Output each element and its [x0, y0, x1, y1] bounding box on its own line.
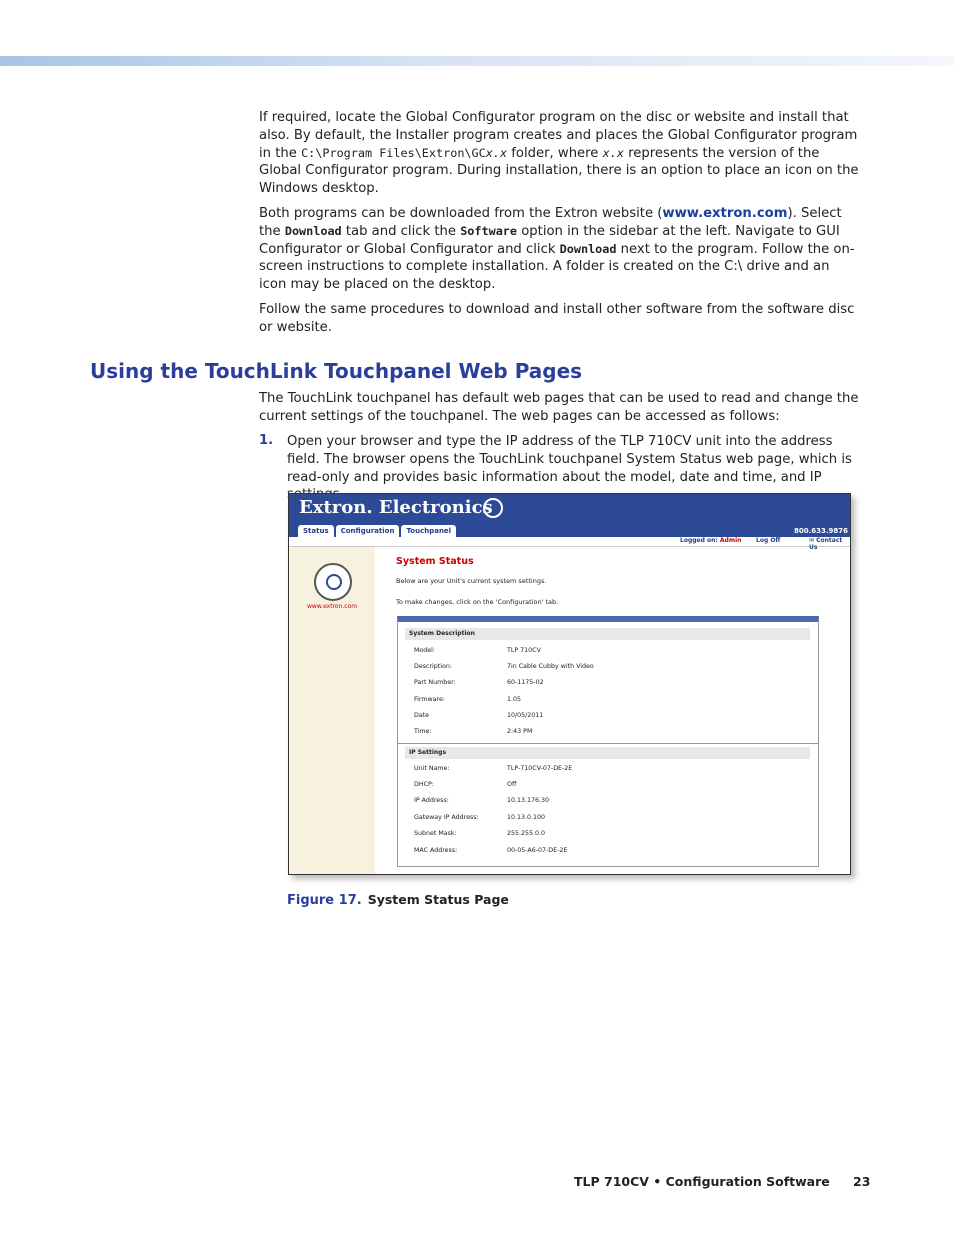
system-status-title: System Status [396, 556, 474, 567]
figure-caption: Figure 17. System Status Page [287, 892, 509, 908]
screenshot-header [289, 494, 850, 537]
paragraph-1: If required, locate the Global Configurator program on the disc or website and install that also. By default, the Installer program creates and places the Global Configurator program in the C:\Program Files\Extron\GCx.x folder, where x.x represents the version of the Global Configurator program. During installation, there is an option to place an icon on the Windows desktop. [259, 110, 859, 197]
logged-on-status: Logged on: Admin [680, 537, 742, 544]
system-description-heading: System Description [405, 628, 810, 640]
contact-us-link[interactable]: ✉ Contact Us [809, 537, 843, 551]
website-label[interactable]: www.extron.com [307, 603, 358, 610]
envelope-icon: ✉ [809, 537, 817, 544]
section-intro: The TouchLink touchpanel has default web pages that can be used to read and change the current settings of the touchpanel. The web pages can be accessed as follows: [259, 391, 859, 424]
step-number: 1. [259, 433, 274, 448]
instructions-line-1: Below are your Unit's current system settings. [396, 577, 547, 585]
paragraph-2: Both programs can be downloaded from the Extron website (www.extron.com). Select the Download tab and click the Software option in the sidebar at the left. Navigate to GUI Configurator or Global Configurator and click Download next to the program. Follow the on-screen instructions to complete installation. A folder is created on the C:\ drive and an icon may be placed on the desktop. [259, 205, 855, 293]
extron-logo: Extron. Electronics [299, 497, 493, 518]
intro-text [259, 109, 859, 337]
paragraph-3: Follow the same procedures to download and install other software from the software disc or website. [259, 301, 855, 335]
step-text: Open your browser and type the IP address of the TLP 710CV unit into the address field. The browser opens the TouchLink touchpanel System Status web page, which is read-only and provides basic information about the model, date and time, and IP [287, 434, 852, 485]
top-color-bar [0, 56, 954, 66]
system-status-screenshot [288, 493, 851, 875]
extron-globe-icon [483, 498, 503, 518]
extron-seal-icon [314, 563, 352, 601]
table-divider [398, 743, 818, 744]
phone-number: 800.633.9876 [793, 527, 848, 535]
screenshot-tabs [298, 525, 456, 537]
log-off-link[interactable]: Log Off [756, 537, 781, 544]
extron-website-link[interactable]: www.extron.com [662, 205, 788, 221]
footer-title: TLP 710CV • Configuration Software [574, 1174, 830, 1189]
instructions-line-2: To make changes, click on the 'Configuration' tab. [396, 598, 559, 606]
tab-touchpanel[interactable]: Touchpanel [401, 525, 456, 537]
ip-settings-heading: IP Settings [405, 747, 810, 759]
status-table: System Description Model: TLP 710CV Description: 7in Cable Cubby with Video Part Number: 60-1175-02 Firmware: 1.05 Date 10/05/2011 Time: 2:43 PM IP Settings Unit Name: TLP-710CV-07-DE-2E DHCP: Off IP Address: 10.13.176.30 Gateway IP Address: 10.13.0.100 Subnet Mask: 255.255.0.0 MAC Address: 00-05-A6-07-DE-2E [397, 616, 819, 867]
tab-status[interactable]: Status [298, 525, 334, 537]
section-heading: Using the TouchLink Touchpanel Web Pages [90, 359, 583, 383]
screenshot-sidebar [289, 547, 375, 874]
page-number: 23 [853, 1174, 871, 1189]
tab-configuration[interactable]: Configuration [336, 525, 400, 537]
